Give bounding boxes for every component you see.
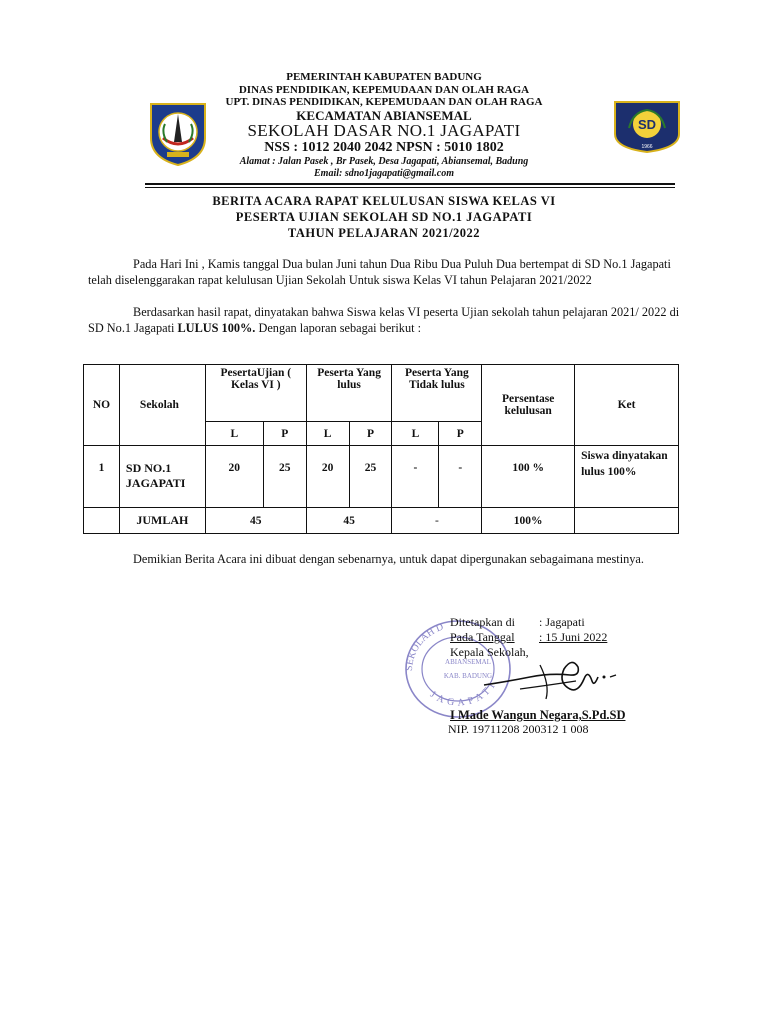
paragraph-closing: Demikian Berita Acara ini dibuat dengan sebenarnya, untuk dapat dipergunakan sebagaimana mestinya. (133, 552, 644, 566)
row-lulus-p: 25 (349, 446, 392, 508)
pass-rate-emphasis: LULUS 100%. (177, 321, 256, 335)
svg-text:ABIANSEMAL: ABIANSEMAL (445, 658, 491, 666)
school-name: SEKOLAH DASAR NO.1 JAGAPATI (247, 121, 521, 140)
header-tidak-lulus: Peserta Yang Tidak lulus (392, 365, 482, 422)
header-line-4: KECAMATAN ABIANSEMAL (296, 108, 472, 123)
svg-text:KAB. BADUNG: KAB. BADUNG (443, 672, 493, 680)
header-uji-p: P (263, 422, 306, 446)
paragraph-result (88, 304, 694, 336)
tanggal-label: Pada Tanggal (450, 630, 515, 644)
row-persentase: 100 % (482, 446, 575, 508)
tanggal-value: : 15 Juni 2022 (539, 630, 608, 644)
handwritten-signature (480, 655, 620, 703)
header-ket: Ket (575, 365, 679, 446)
ditetapkan-label: Ditetapkan di (450, 615, 515, 629)
row-no: 1 (84, 446, 120, 508)
header-uji-l: L (205, 422, 263, 446)
doc-title-2: PESERTA UJIAN SEKOLAH SD NO.1 JAGAPATI (235, 210, 533, 224)
header-rule-thick (145, 183, 675, 185)
total-row (84, 508, 679, 534)
svg-text:1966: 1966 (641, 144, 653, 150)
header-yang-lulus: Peserta Yang lulus (306, 365, 392, 422)
header-line-2: DINAS PENDIDIKAN, KEPEMUDAAN DAN OLAH RAGA (238, 84, 530, 96)
paragraph-opening: Pada Hari Ini , Kamis tanggal Dua bulan Juni tahun Dua Ribu Dua Puluh Dua bertempat di SD No.1 Jagapati telah diselenggarakan rapat kelulusan Ujian Sekolah Untuk siswa Kelas VI tahun Pelajaran 2021/2022 (88, 257, 671, 287)
principal-name: I Made Wangun Negara,S.Pd.SD (450, 708, 626, 722)
header-tidak-p: P (439, 422, 482, 446)
total-persentase: 100% (482, 508, 575, 534)
doc-title-1: BERITA ACARA RAPAT KELULUSAN SISWA KELAS VI (212, 194, 556, 208)
address: Alamat : Jalan Pasek , Br Pasek, Desa Jagapati, Abiansemal, Badung (239, 156, 529, 167)
header-rule-thin (145, 187, 675, 188)
nss-npsn: NSS : 1012 2040 2042 NPSN : 5010 1802 (264, 140, 504, 155)
header-lulus-l: L (306, 422, 349, 446)
doc-title-3: TAHUN PELAJARAN 2021/2022 (287, 226, 481, 240)
graduation-table (83, 364, 679, 534)
header-line-1: PEMERINTAH KABUPATEN BADUNG (286, 71, 482, 83)
row-lulus-l: 20 (306, 446, 349, 508)
paragraph-result-text: Berdasarkan hasil rapat, dinyatakan bahwa Siswa kelas VI peserta Ujian sekolah tahun pelajaran 2021/ 2022 di SD No.1 Jagapati (88, 305, 680, 335)
row-uji-p: 25 (263, 446, 306, 508)
svg-text:SD: SD (637, 117, 657, 132)
role-title: Kepala Sekolah, (450, 645, 529, 659)
svg-text:SEKOLAH D: SEKOLAH D (403, 621, 446, 672)
row-tidak-l: - (392, 446, 439, 508)
total-no (84, 508, 120, 534)
header-line-3: UPT. DINAS PENDIDIKAN, KEPEMUDAAN DAN OLAH RAGA (225, 96, 543, 108)
header-tidak-l: L (392, 422, 439, 446)
header-peserta-ujian: PesertaUjian ( Kelas VI ) (205, 365, 306, 422)
total-lulus: 45 (306, 508, 392, 534)
total-ket (575, 508, 679, 534)
table-row (84, 446, 679, 508)
total-uji: 45 (205, 508, 306, 534)
header-school: Sekolah (119, 365, 205, 446)
total-tidak: - (392, 508, 482, 534)
ditetapkan-value: : Jagapati (539, 615, 585, 629)
row-uji-l: 20 (205, 446, 263, 508)
svg-text:JAGAPATI: JAGAPATI (427, 678, 500, 709)
row-school: SD NO.1 JAGAPATI (119, 446, 205, 508)
header-lulus-p: P (349, 422, 392, 446)
row-ket: Siswa dinyatakan lulus 100% (575, 446, 679, 508)
total-label: JUMLAH (119, 508, 205, 534)
header-persentase: Persentase kelulusan (482, 365, 575, 446)
email: Email: sdno1jagapati@gmail.com (314, 168, 454, 179)
paragraph-result-tail: Dengan laporan sebagai berikut : (255, 321, 421, 335)
row-tidak-p: - (439, 446, 482, 508)
header-no: NO (84, 365, 120, 446)
principal-nip: NIP. 19711208 200312 1 008 (448, 722, 589, 736)
